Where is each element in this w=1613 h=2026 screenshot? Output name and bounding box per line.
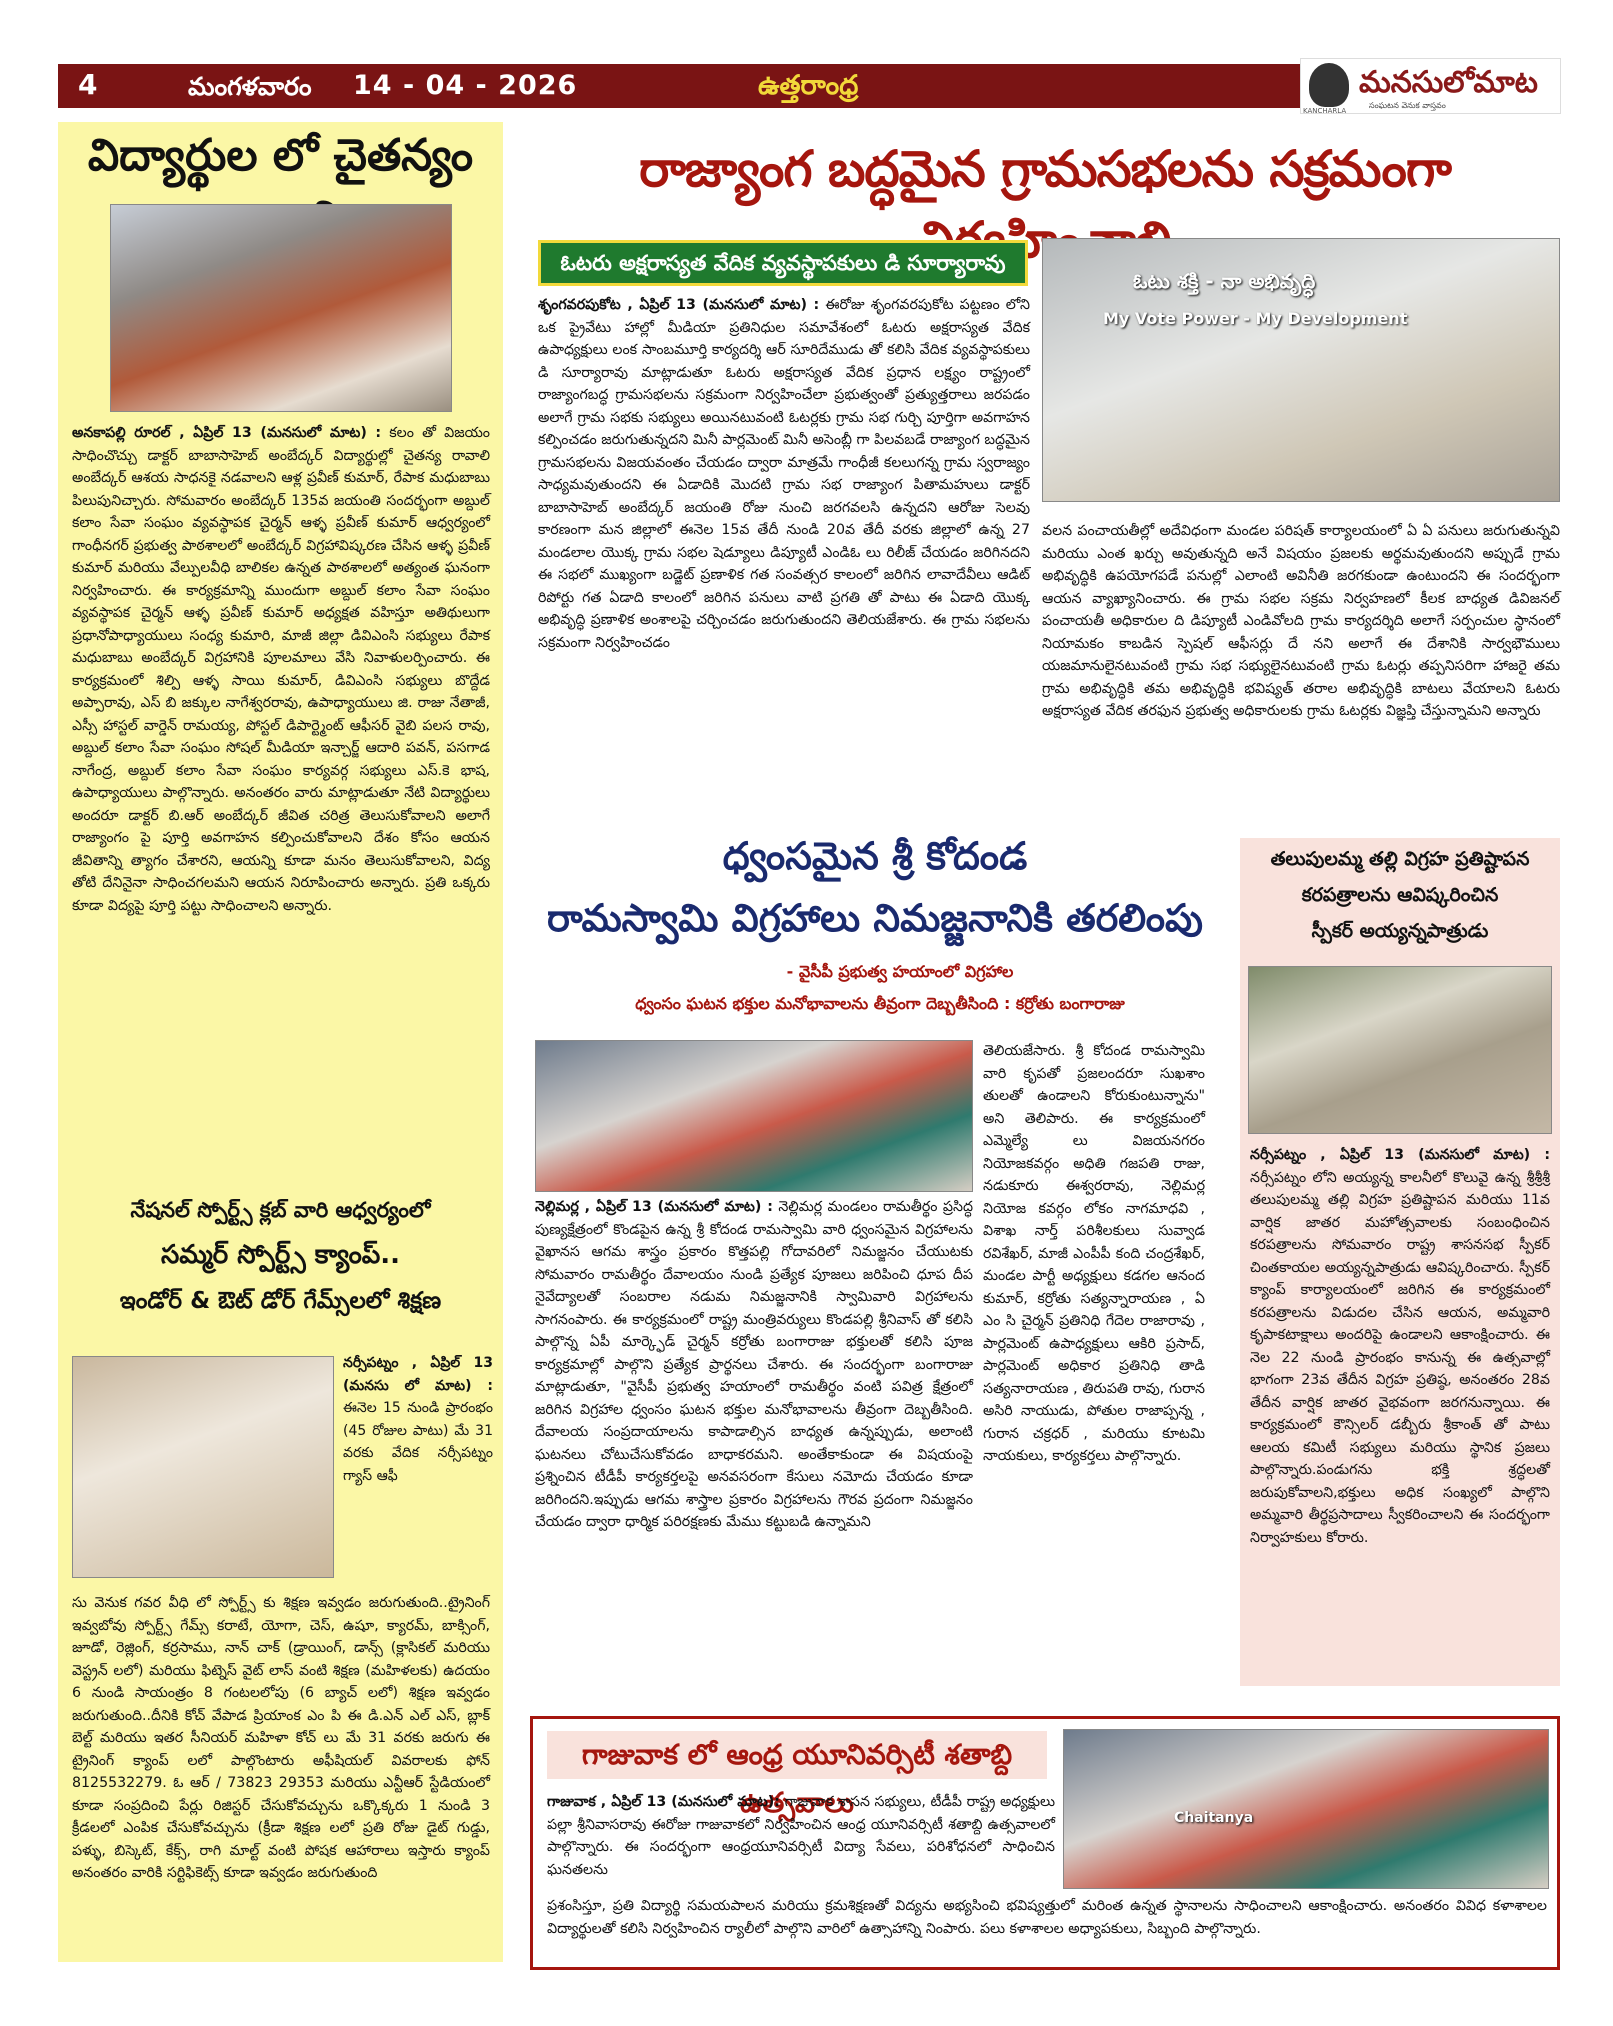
gajuwaka-article-top — [547, 1791, 1055, 1881]
kodanda-headline-1: ధ్వంసమైన శ్రీ కోదండ — [722, 834, 1028, 878]
sports-dateline: నర్సీపట్నం , ఏప్రిల్ 13 (మనసు లో మాట) : — [343, 1355, 493, 1394]
main-body-col1: ఈరోజు శృంగవరపుకోట పట్టణం లోని ఒక ప్రైవేటు హాల్లో మీడియా ప్రతినిధుల సమావేశంలో ఓటరు అక్షరాస్యత వేదిక ఉపాధ్యక్షులు లంక సాంబమూర్తి కార్యదర్శి ఆర్ సూరిదేముడు తో కలిసి వేదిక వ్యవస్థాపకులు డి సూర్యారావు మాట్లాడుతూ ఓటరు అక్షరాస్యత వేదిక ప్రధాన లక్ష్యం రాష్ట్రంలో రాజ్యాంగబద్ధ గ్రామసభలను సక్రమంగా నిర్వహించేలా ప్రభుత్వంతో ప్రత్యుత్తరాలు జరపడం అలాగే గ్రామ సభకు సభ్యులు అయినటువంటి ఓటర్లకు గ్రామ సభ గుర్చి పూర్తిగా అవగాహన కల్పించడం జరుగుతున్నదని మినీ పార్లమెంట్ మినీ అసెంబ్లీ గా పిలవబడే రాజ్యాంగ బద్ధమైన గ్రామసభలను విజయవంతం చేయడం ద్వారా మాత్రమే గాంధీజీ కలలుగన్న గ్రామ స్వరాజ్యం సాధ్యమవుతుందని ఈ ఏడాదికి మొదటి గ్రామ సభ రాజ్యాంగ పితామహులు డాక్టర్ బాబాసాహెబ్ అంబేద్కర్ జయంతి రోజు నుంచి జరగవలసి ఉన్నదని ఆరోజు సెలవు కారణంగా మన జిల్లాలో ఈనెల 15వ తేదీ నుండి 20వ తేదీ వరకు జిల్లాలో ఉన్న 27 మండలాల యొక్క గ్రామ సభల షెడ్యూలు డిప్యూటీ ఎండిఓ లు రిలీజ్ చేయడం జరిగినదని ఈ సభలో ముఖ్యంగా బడ్జెట్ ప్రణాళిక గత సంవత్సర కాలంలో జరిగిన లావాదేవీలు ఆడిట్ రిపోర్టు గత ఏడాది కాలంలో జరిగిన పనులు వాటి ప్రగతి తో పాటు ఈ ఏడాది యొక్క అభివృద్ధి ప్రణాళిక అంశాలపై చర్చించడం జరుగుతుందని తెలియజేశారు. ఈ గ్రామ సభలను సక్రమంగా నిర్వహించడం — [538, 297, 1030, 651]
speaker-pamphlet-photo — [1248, 966, 1552, 1134]
left-headline: విద్యార్థుల లో చైతన్యం — [87, 130, 474, 181]
sports-body-side: ఈనెల 15 నుండి ప్రారంభం (45 రోజుల పాటు) మే 31 వరకు వేదిక నర్సీపట్నం గ్యాస్ ఆఫీ — [343, 1400, 493, 1484]
brand-tagline: సంఘటన వెనుక వాస్తవం — [1369, 101, 1446, 110]
kodanda-article-col1 — [535, 1196, 973, 1534]
university-rally-photo — [1063, 1729, 1549, 1889]
issue-day: మంగళవారం — [188, 72, 312, 101]
gajuwaka-body-bottom: ప్రశంసిస్తూ, ప్రతి విద్యార్థి సమయపాలన మరియు క్రమశిక్షణతో విద్యను అభ్యసించి భవిష్యత్తులో మరింత ఉన్నత స్థానాలను సాధించాలని ఆకాంక్షించారు. అనంతరం వివిధ కళాశాలల విద్యార్థులతో కలిసి నిర్వహించిన ర్యాలీలో పాల్గొని వారిలో ఉత్సాహాన్ని నింపారు. పలు కళాశాలల అధ్యాపకులు, సిబ్బంది పాల్గొన్నారు. — [547, 1898, 1547, 1937]
main-headline: రాజ్యాంగ బద్ధమైన గ్రామసభలను సక్రమంగా — [639, 140, 1451, 198]
main-body-col2: వలన పంచాయతీల్లో అదేవిధంగా మండల పరిషత్ కార్యాలయంలో ఏ ఏ పనులు జరుగుతున్నవి మరియు ఎంత ఖర్చు అవుతున్నది అనే విషయం ప్రజలకు అర్థమవుతుందని అప్పుడే గ్రామ అభివృద్ధికి ఉపయోగపడే పనుల్లో ఎలాంటి అవినీతి జరగకుండా ఉంటుందని ఈ సందర్భంగా ఆయన వ్యాఖ్యానించారు. ఈ గ్రామ సభల సక్రమ నిర్వహణలో కీలక బాధ్యత డివిజనల్ పంచాయతీ అధికారుల ది డిప్యూటీ ఎండివోలది గ్రామ కార్యదర్శిది అలాగే సర్పంచుల స్థానంలో నియామకం కాబడిన స్పెషల్ ఆఫీసర్లు దే నని అలాగే ఈ దేశానికి సార్వభౌములు యజమానులైనటువంటి గ్రామ సభ సభ్యులైనటువంటి గ్రామ ఓటర్లు తప్పనిసరిగా హాజరై తమ గ్రామ అభివృద్ధికి తమ అభివృద్ధికి భవిష్యత్ తరాల అభివృద్ధికి బాటలు వేయాలని ఓటరు అక్షరాస్యత వేదిక తరఫున ప్రభుత్వ అధికారులకు గ్రామ ఓటర్లకు విజ్ఞప్తి చేస్తున్నామని అన్నారు — [1042, 523, 1560, 719]
speaker-headline-2: కరపత్రాలను ఆవిష్కరించిన — [1301, 884, 1499, 906]
ramatheertham-photo — [535, 1040, 973, 1192]
sports-headline-1: నేషనల్ స్పోర్ట్స్ క్లబ్ వారి ఆధ్వర్యంలో — [130, 1198, 431, 1222]
gajuwaka-body-top: గాజువాక శాసన సభ్యులు, టీడీపీ రాష్ట్ర అధ్యక్షులు పల్లా శ్రీనివాసరావు ఈరోజు గాజువాకలో నిర్వహించిన ఆంధ్ర యూనివర్సిటీ శతాబ్ది ఉత్సవాలలో పాల్గొన్నారు. ఈ సందర్భంగా ఆంధ్రయూనివర్సిటీ విద్యా సేవలు, పరిశోధనలో సాధించిన ఘనతలను — [547, 1794, 1056, 1878]
speaker-article — [1250, 1144, 1550, 1549]
kodanda-sub-2: ధ్వంసం ఘటన భక్తుల మనోభావాలను తీవ్రంగా దెబ్బతీసింది : కర్రోతు బంగారాజు — [635, 994, 1125, 1013]
left-column — [58, 122, 503, 1962]
photo-banner: ఓటు శక్తి - నా అభివృద్ధి — [1133, 269, 1316, 293]
karate-kids-photo — [72, 1356, 334, 1578]
kodanda-sub-1: - వైసీపీ ప్రభుత్వ హయాంలో విగ్రహాల — [786, 962, 1014, 981]
sports-headline-3: ఇండోర్ & ఔట్ డోర్ గేమ్స్‌లలో శిక్షణ — [119, 1288, 442, 1314]
gajuwaka-dateline: గాజువాక , ఏప్రిల్ 13 (మనసులో మాట): — [547, 1794, 780, 1810]
founder-portrait-icon — [1309, 63, 1349, 107]
left-article — [72, 422, 490, 917]
rally-banner: Chaitanya — [1174, 1810, 1254, 1826]
brand-name: మనసులోమాట — [1359, 65, 1538, 100]
speaker-body: నర్సీపట్నం లోని అయ్యన్న కాలనీలో కొలువై ఉన్న శ్రీశ్రీశ్రీ తలుపులమ్మ తల్లి విగ్రహ ప్రతిష్టాపన మరియు 11వ వార్షిక జాతర మహోత్సవాలకు సంబంధించిన కరపత్రాలను సోమవారం రాష్ట్ర శాసనసభ స్పీకర్ చింతకాయల అయ్యన్నపాత్రుడు ఆవిష్కరించారు. స్పీకర్ క్యాంప్ కార్యాలయంలో జరిగిన ఈ కార్యక్రమంలో కరపత్రాలను విడుదల చేసిన ఆయన, అమ్మవారి కృపాకటాక్షాలు అందరిపై ఉండాలని ఆకాంక్షించారు. ఈ నెల 22 నుండి ప్రారంభం కానున్న ఈ ఉత్సవాల్లో భాగంగా 23వ తేదీన విగ్రహ ప్రతిష్ఠ, అనంతరం 28వ తేదీన వార్షిక జాతర వైభవంగా జరగనున్నాయి. ఈ కార్యక్రమంలో కౌన్సిలర్ డబ్బీరు శ్రీకాంత్ తో పాటు ఆలయ కమిటీ సభ్యులు మరియు స్థానిక ప్రజలు పాల్గొన్నారు.పండుగను భక్తి శ్రద్ధలతో జరుపుకోవాలని,భక్తులు అధిక సంఖ్యలో పాల్గొని అమ్మవారి తీర్థప్రసాదాలు స్వీకరించాలని ఈ సందర్భంగా నిర్వాహకులు కోరారు. — [1250, 1169, 1550, 1546]
sports-side-text — [343, 1352, 493, 1487]
sports-body: సు వెనుక గవర వీధి లో స్పోర్ట్స్ కు శిక్షణ ఇవ్వడం జరుగుతుంది..ట్రైనింగ్ ఇవ్వబోవు స్పోర్ట్స్ గేమ్స్ కరాటే, యోగా, చెస్, ఉషూ, క్యారమ్, బాక్సింగ్, జూడో, రెజ్లింగ్, కర్రసాము, నాన్ చాక్ (డ్రాయింగ్, డాన్స్ (క్లాసికల్ మరియు వెస్ట్రన్ లలో) మరియు ఫిట్నెస్ వైట్ లాస్ వంటి శిక్షణ (మహిళలకు) ఉదయం 6 నుండి సాయంత్రం 8 గంటలలోపు (6 బ్యాచ్ లలో) శిక్షణ ఇవ్వడం జరుగుతుంది..దీనికి కోచ్ వేపాడ ప్రియాంక ఎం పి ఈ డి.ఎన్ ఎల్ ఎస్, బ్లాక్ బెల్ట్ మరియు ఇతర సీనియర్ మహిళా కోచ్ లు మే 31 వరకు జరుగు ఈ ట్రైనింగ్ క్యాంప్ లలో పాల్గొంటారు అఫీషియల్ వివరాలకు ఫోన్ 8125532279. ఓ ఆర్ / 73823 29353 మరియు ఎన్టీఆర్ స్టేడియంలో కూడా సంప్రదించి పేర్లు రిజిస్టర్ చేసుకోవచ్చును ఒక్కొక్కరు 1 నుండి 3 క్రీడలలో ఎంపిక చేసుకోవచ్చును (క్రీడా శిక్షణ లలో ప్రతి రోజు డైట్ గుడ్డు, పళ్ళు, బిస్కెట్, కేక్స్, రాగి మాల్ట్ వంటి పోషక ఆహారాలు ఇస్తారు క్యాంప్ అనంతరం వారికి సర్టిఫికెట్స్ కూడా ఇవ్వడం జరుగుతుంది — [72, 1595, 490, 1881]
newspaper-logo — [1300, 58, 1561, 114]
gajuwaka-headline: గాజువాక లో ఆంధ్ర యూనివర్సిటీ శతాబ్ది ఉత్సవాలు — [547, 1731, 1047, 1779]
speaker-dateline: నర్సీపట్నం , ఏప్రిల్ 13 (మనసులో మాట) : — [1250, 1147, 1550, 1163]
kodanda-body-col2: తెలియజేసారు. శ్రీ కోదండ రామస్వామి వారి కృపతో ప్రజలందరూ సుఖశాం తులతో ఉండాలని కోరుకుంటున్నాను" అని తెలిపారు. ఈ కార్యక్రమంలో ఎమ్మెల్యే లు విజయనగరం నియోజకవర్గం అధితి గజపతి రాజు, నడుకూరు ఈశ్వరరావు, నెల్లిమర్ల నియోజ కవర్గం లోకం నాగమాధవి , విశాఖ నార్త్ పరిశీలకులు సువ్వాడ రవిశేఖర్, మాజీ ఎంపీపీ కంది చంద్రశేఖర్, మండల పార్టీ అధ్యక్షులు కడగల ఆనంద కుమార్, కర్రోతు సత్యన్నారాయణ , ఏ ఎం సి చైర్మన్ ప్రతినిధి గేదెల రాజారావు , పార్లమెంట్ ఉపాధ్యక్షులు ఆకిరి ప్రసాద్, పార్లమెంట్ అధికార ప్రతినిధి తాడి సత్యనారాయణ , తిరుపతి రావు, గురాన అసిరి నాయుడు, పోతుల రాజాప్పన్న , గురాన చక్రధర్ , మరియు కూటమి నాయకులు, కార్యకర్తలు పాల్గొన్నారు. — [983, 1043, 1205, 1464]
speaker-headline-3: స్పీకర్ అయ్యన్నపాత్రుడు — [1311, 920, 1489, 942]
speaker-article-box — [1240, 838, 1560, 1686]
ambedkar-statue-photo — [110, 204, 452, 412]
gajuwaka-article-box — [530, 1716, 1560, 1970]
main-dateline: శృంగవరపుకోట , ఏప్రిల్ 13 (మనసులో మాట) : — [538, 297, 820, 313]
photo-banner-en: My Vote Power - My Development — [1103, 309, 1408, 328]
page-number: 4 — [78, 68, 98, 101]
speaker-headline-1: తలుపులమ్మ తల్లి విగ్రహ ప్రతిష్టాపన — [1270, 848, 1530, 870]
brand-sub: KANCHARLA — [1303, 107, 1347, 115]
left-body: కలం తో విజయం సాధించొచ్చు డాక్టర్ బాబాసాహెబ్ అంబేద్కర్ విద్యార్థుల్లో చైతన్య రావాలి అంబేద్కర్ ఆశయ సాధనకై నడవాలని ఆళ్ల ప్రవీణ్ కుమార్, రేపాక మధుబాబు పిలుపునిచ్చారు. సోమవారం అంబేద్కర్ 135వ జయంతి సందర్భంగా అబ్దుల్ కలాం సేవా సంఘం వ్యవస్థాపక చైర్మన్ ఆళ్ళ ప్రవీణ్ కుమార్ ఆధ్వర్యంలో గాంధీనగర్ ప్రభుత్వ పాఠశాలలో అంబేద్కర్ విగ్రహావిష్కరణ చేసిన ఆళ్ళ ప్రవీణ్ కుమార్ మరియు వేల్పులవీధి బాలికల ఉన్నత పాఠశాలలో అత్యంత ఘనంగా నిర్వహించారు. ఈ కార్యక్రమాన్ని ముందుగా అబ్దుల్ కలాం సేవా సంఘం వ్యవస్థాపక చైర్మన్ ఆళ్ళ ప్రవీణ్ కుమార్ అధ్యక్షత వహిస్తూ అతిథులుగా ప్రధానోపాధ్యాయులు సంధ్య కుమారి, మాజీ జిల్లా డివిఎంసి సభ్యులు రేపాక మధుబాబు అంబేద్కర్ విగ్రహానికి పూలమాలు వేసి నివాళులర్పించారు. ఈ కార్యక్రమంలో శిల్పి ఆళ్ళ సాయి కుమార్, డివిఎంసి సభ్యులు బొద్దేడ అప్పారావు, ఎస్ బి జక్కుల నాగేశ్వరరావు, ఉపాధ్యాయులు జి. రాజు నేతాజీ, ఎస్సీ హాస్టల్ వార్డెన్ రామయ్య, పోస్టల్ డిపార్ట్మెంట్ ఆఫీసర్ వైబి పలస రావు, అబ్దుల్ కలాం సేవా సంఘం సోషల్ మీడియా ఇన్చార్జ్ ఆదారి పవన్, పసగాడ నాగేంద్ర, అబ్దుల్ కలాం సేవా సంఘం కార్యవర్గ సభ్యులు ఎస్.కె భాష, ఉపాధ్యాయులు పాల్గొన్నారు. అనంతరం వారు మాట్లాడుతూ నేటి విద్యార్థులు అందరూ డాక్టర్ బి.ఆర్ అంబేద్కర్ జీవిత చరిత్ర తెలుసుకోవాలని అలాగే రాజ్యాంగం పై పూర్తి అవగాహన కల్పించుకోవాలని దేశం కోసం ఆయన జీవితాన్ని త్యాగం చేశారని, ఆయన్ని కూడా మనం తెలుసుకోవాలని, విద్య తోటి దేనినైనా సాధించగలమని ఆయన నిరూపించారు అన్నారు. ప్రతి ఒక్కరు కూడా విద్యపై పూర్తి పట్టు సాధించాలని అన్నారు. — [72, 425, 491, 914]
region-label: ఉత్తరాంధ్ర — [758, 70, 859, 101]
voter-forum-photo — [1042, 238, 1560, 502]
kodanda-dateline: నెల్లిమర్ల , ఏప్రిల్ 13 (మనసులో మాట) : — [535, 1199, 773, 1215]
kodanda-headline-2: రామస్వామి విగ్రహాలు నిమజ్జనానికి తరలింపు — [547, 896, 1203, 940]
left-dateline: అనకాపల్లి రూరల్ , ఏప్రిల్ 13 (మనసులో మాట) : — [72, 425, 382, 441]
kodanda-body-col1: నెల్లిమర్ల మండలం రామతీర్థం ప్రసిద్ధ పుణ్యక్షేత్రంలో కొండపైన ఉన్న శ్రీ కోదండ రామస్వామి వారి ధ్వంసమైన విగ్రహాలను వైఖానస ఆగమ శాస్త్రం ప్రకారం కొత్తపల్లి గోదావరిలో నిమజ్జనం చేయుటకు సోమవారం రామతీర్థం దేవాలయం నుండి ప్రత్యేక పూజలు జరిపించి ధూప దీప నైవేద్యాలతో సంబరాల నడుమ నిమజ్జనానికి స్వామివారి విగ్రహాలను సాగనంపారు. ఈ కార్యక్రమంలో రాష్ట్ర మంత్రివర్యులు కొండపల్లి శ్రీనివాస్ తో కలిసి పాల్గొన్న ఏపీ మార్క్ఫెడ్ చైర్మన్ కర్రోతు బంగారాజు భక్తులతో కలిసి పూజ కార్యక్రమాల్లో పాల్గొని ప్రత్యేక ప్రార్థనలు చేశారు. ఈ సందర్భంగా బంగారాజు మాట్లాడుతూ, "వైసీపీ ప్రభుత్వ హయాంలో రామతీర్థం వంటి పవిత్ర క్షేత్రంలో జరిగిన విగ్రహాల ధ్వంసం ఘటన భక్తుల మనోభావాలను తీవ్రంగా దెబ్బతీసింది. దేవాలయ సంప్రదాయాలను కాపాడాల్సిన బాధ్యత ఉన్నప్పుడు, అలాంటి ఘటనలు చోటుచేసుకోవడం బాధాకరమని. అంతేకాకుండా ఈ విషయంపై ప్రశ్నించిన టీడీపీ కార్యకర్తలపై అనవసరంగా కేసులు నమోదు చేయడం కూడా జరిగిందని.ఇప్పుడు ఆగమ శాస్త్రాల ప్రకారం విగ్రహాలను గౌరవ ప్రదంగా నిమజ్జనం చేయడం ద్వారా ధార్మిక పరిరక్షణకు మేము కట్టుబడి ఉన్నామని — [535, 1199, 973, 1530]
main-kicker: ఓటరు అక్షరాస్యత వేదిక వ్యవస్థాపకులు డి సూర్యారావు — [538, 240, 1028, 286]
sports-headline-2: సమ్మర్ స్పోర్ట్స్ క్యాంప్.. — [160, 1240, 401, 1270]
main-article-col1 — [538, 294, 1030, 654]
issue-date: 14 - 04 - 2026 — [353, 70, 578, 101]
